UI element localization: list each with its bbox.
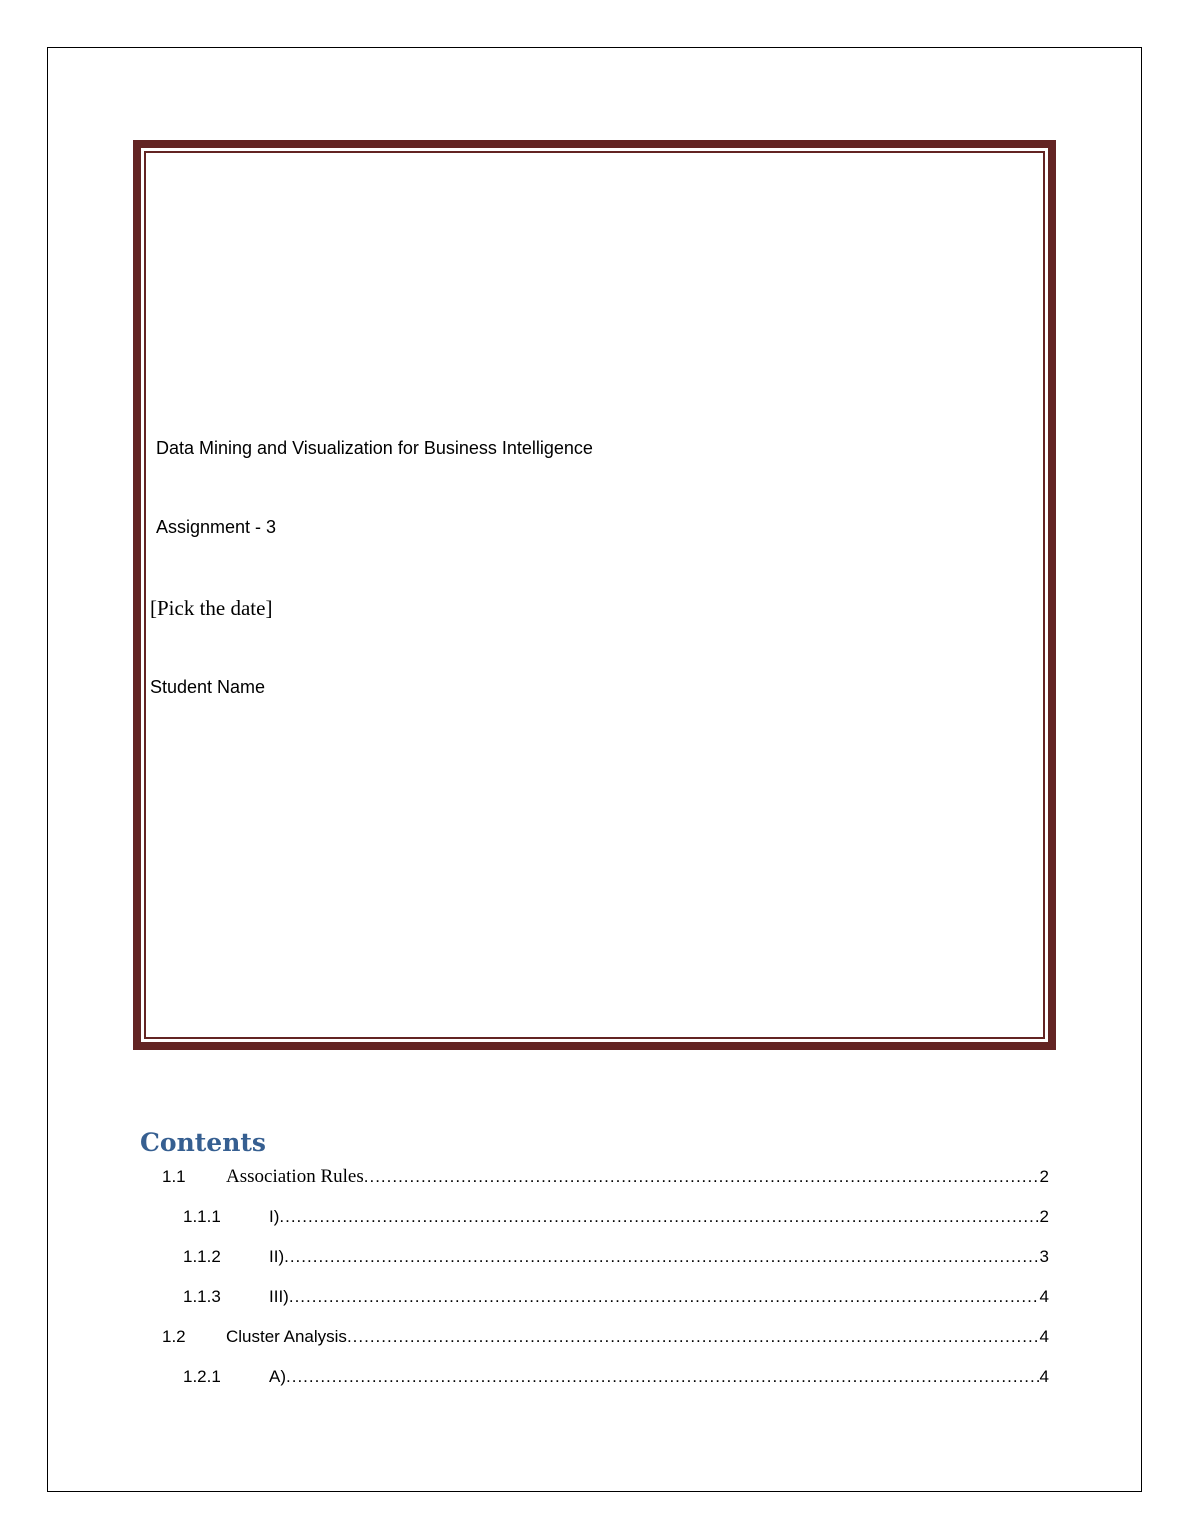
toc-number: 1.2.1 (183, 1367, 221, 1386)
course-title: Data Mining and Visualization for Business Intelligence (156, 438, 593, 458)
toc-label: II) (269, 1247, 285, 1266)
toc-page: 4 (1039, 1327, 1049, 1346)
dot-leader (364, 1167, 1040, 1187)
cover-frame (133, 140, 1056, 1050)
toc-page: 2 (1039, 1167, 1049, 1186)
toc-page: 2 (1039, 1207, 1049, 1226)
toc-label: Association Rules (226, 1166, 364, 1187)
toc-entry[interactable] (183, 1207, 1049, 1227)
toc-number: 1.1.3 (183, 1287, 221, 1306)
toc-heading: Contents (140, 1128, 267, 1157)
toc-entry[interactable] (183, 1367, 1049, 1387)
dot-leader (279, 1207, 1039, 1227)
dot-leader (286, 1367, 1040, 1387)
toc-page: 4 (1039, 1287, 1049, 1306)
dot-leader (284, 1247, 1039, 1267)
toc-entry[interactable] (183, 1247, 1049, 1267)
assignment-title: Assignment - 3 (156, 517, 277, 537)
toc-label: I) (269, 1207, 280, 1226)
toc-entry[interactable] (162, 1327, 1049, 1347)
cover-inner-frame (144, 151, 1045, 1039)
toc-label: Cluster Analysis (226, 1327, 347, 1346)
dot-leader (347, 1327, 1040, 1347)
student-name: Student Name (150, 677, 266, 697)
toc-entry[interactable] (162, 1166, 1049, 1188)
toc-label: A) (269, 1367, 286, 1386)
toc-page: 4 (1039, 1367, 1049, 1386)
toc-label: III) (269, 1287, 289, 1306)
toc-number: 1.1.1 (183, 1207, 221, 1226)
toc-page: 3 (1039, 1247, 1049, 1266)
toc-number: 1.1.2 (183, 1247, 221, 1266)
toc-entry[interactable] (183, 1287, 1049, 1307)
dot-leader (289, 1287, 1040, 1307)
toc-number: 1.2 (162, 1327, 186, 1346)
toc-number: 1.1 (162, 1167, 186, 1186)
date-picker-placeholder[interactable]: [Pick the date] (150, 596, 273, 620)
